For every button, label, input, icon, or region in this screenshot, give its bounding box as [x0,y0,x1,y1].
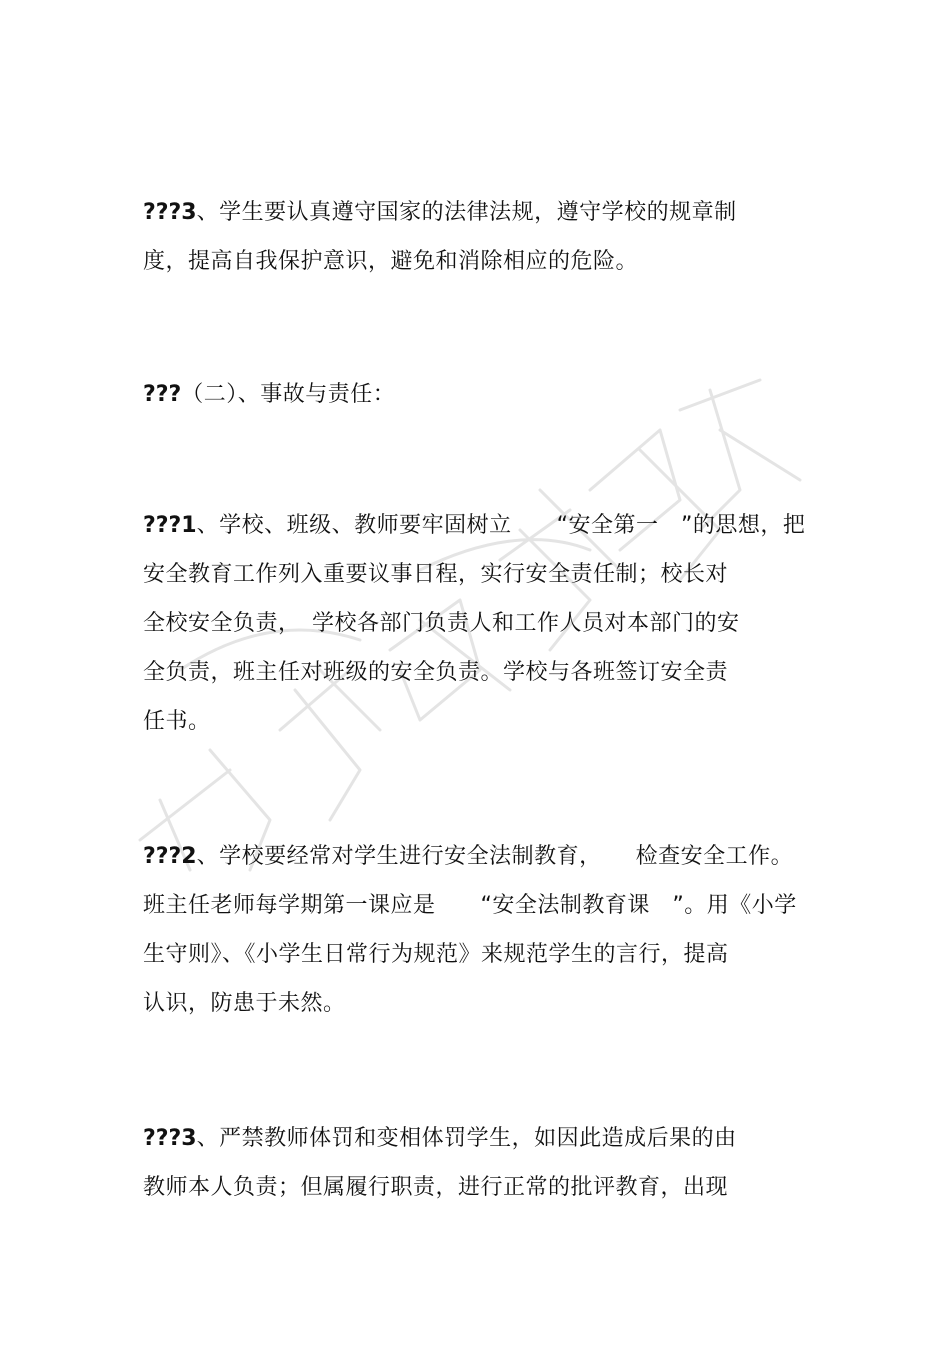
list-marker: ??? [143,382,182,407]
paragraph-3-line-3 [143,599,823,648]
paragraph-5-line-1 [143,1114,823,1163]
paragraph-4-line-4 [143,979,823,1028]
line-text: 、学校、班级、教师要牢固树立 “安全第一 ”的思想，把 [196,513,806,538]
line-text: 全负责，班主任对班级的安全负责。学校与各班签订安全责 [143,660,729,685]
paragraph-4-line-3 [143,930,823,979]
paragraph-4-line-2 [143,881,823,930]
line-text: 教师本人负责；但属履行职责，进行正常的批评教育，出现 [143,1175,729,1200]
line-text: 任书。 [143,709,211,734]
paragraph-3-line-4 [143,648,823,697]
line-text: 认识，防患于未然。 [143,991,346,1016]
list-marker: ???3 [143,1126,197,1151]
list-marker: ???3 [143,200,197,225]
line-text: 、学校要经常对学生进行安全法制教育， 检查安全工作。 [196,844,794,869]
line-text: 全校安全负责， 学校各部门负责人和工作人员对本部门的安 [143,611,740,636]
paragraph-5-line-2 [143,1163,823,1212]
paragraph-3-line-5 [143,697,823,746]
paragraph-1 [143,188,823,286]
line-text: 、学生要认真遵守国家的法律法规，遵守学校的规章制 [196,200,737,225]
paragraph-1-line-2 [143,237,823,286]
paragraph-5 [143,1114,823,1212]
line-text: 生守则》、《小学生日常行为规范》来规范学生的言行，提高 [143,942,729,967]
line-text: （二）、事故与责任： [181,382,396,407]
list-marker: ???1 [143,513,197,538]
line-text: 度，提高自我保护意识，避免和消除相应的危险。 [143,249,639,274]
line-text: 安全教育工作列入重要议事日程，实行安全责任制；校长对 [143,562,729,587]
paragraph-4 [143,832,823,1028]
line-text: 、严禁教师体罚和变相体罚学生，如因此造成后果的由 [196,1126,737,1151]
paragraph-3-line-1 [143,501,823,550]
section-heading-line [143,370,823,419]
line-text: 班主任老师每学期第一课应是 “安全法制教育课 ”。用《小学 [143,893,797,918]
section-heading [143,370,823,419]
list-marker: ???2 [143,844,197,869]
paragraph-3 [143,501,823,746]
paragraph-1-line-1 [143,188,823,237]
paragraph-3-line-2 [143,550,823,599]
paragraph-4-line-1 [143,832,823,881]
